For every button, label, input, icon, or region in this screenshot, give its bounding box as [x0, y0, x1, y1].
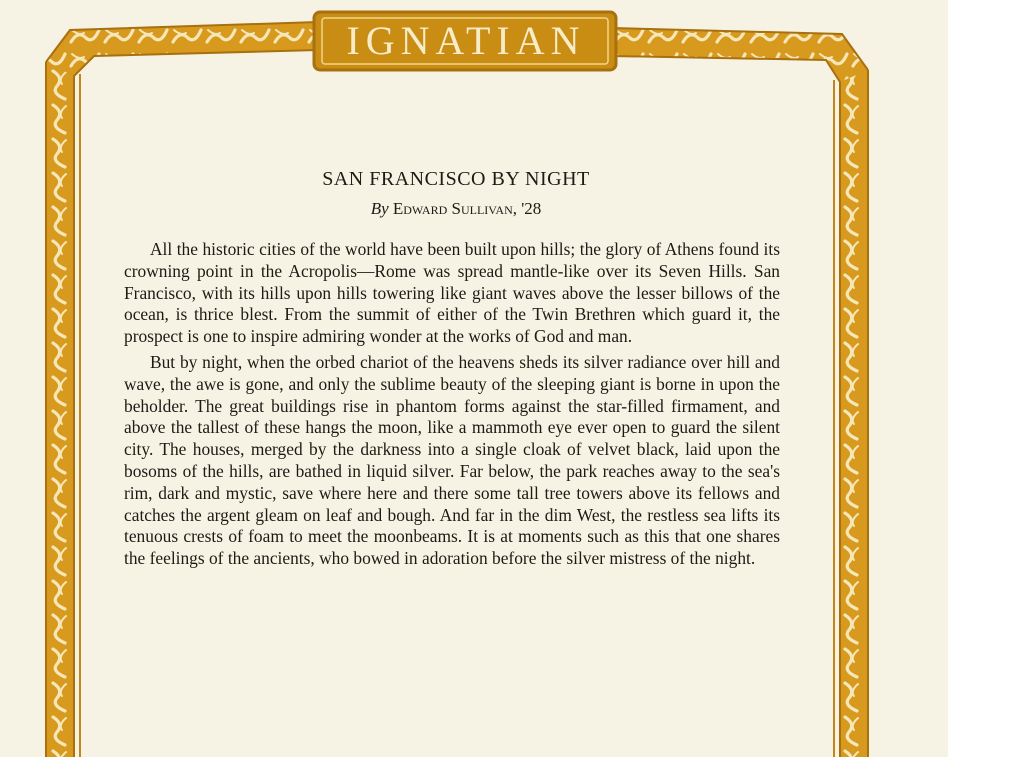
border-left [46, 62, 80, 757]
byline-prefix: By [370, 199, 389, 218]
masthead-title: IGNATIAN [346, 18, 586, 63]
article-paragraph: But by night, when the orbed chariot of the heavens sheds its silver radiance over hill and wave, the awe is gone, and only the sublime beauty of the sleeping giant is borne in upon the beholder. The great buildings rise in phantom forms against the star-filled firmament, and above the tallest of these hangs the moon, like a mammoth eye ever open to guard the silent city. The houses, merged by the darkness into a single cloak of velvet black, laid upon the bosoms of the hills, are bathed in liquid silver. Far below, the park reaches away to the sea's rim, dark and mystic, save where here and there some tall tree towers above its fellows and catches the argent gleam on leaf and bough. And far in the dim West, the restless sea lifts its tenuous crests of foam to meet the moonbeams. It is at moments such as this that one shares the feelings of the ancients, who bowed in adoration before the silver mistress of the night. [124, 351, 780, 569]
article-byline [124, 199, 780, 219]
article-paragraph: All the historic cities of the world have been built upon hills; the glory of Athens found its crowning point in the Acropolis—Rome was spread mantle-like over its Seven Hills. San Francisco, with its hills upon hills towering like giant waves above the lesser billows of the ocean, is thrice blest. From the summit of either of the Twin Brethren which guard it, the prospect is one to inspire admiring wonder at the works of God and man. [124, 239, 780, 347]
byline-author: Edward Sullivan, '28 [392, 199, 542, 218]
border-top-right [612, 28, 868, 82]
article-title: SAN FRANCISCO BY NIGHT [322, 168, 590, 190]
border-top-left [46, 22, 318, 76]
article [124, 168, 780, 570]
border-right [834, 70, 868, 757]
